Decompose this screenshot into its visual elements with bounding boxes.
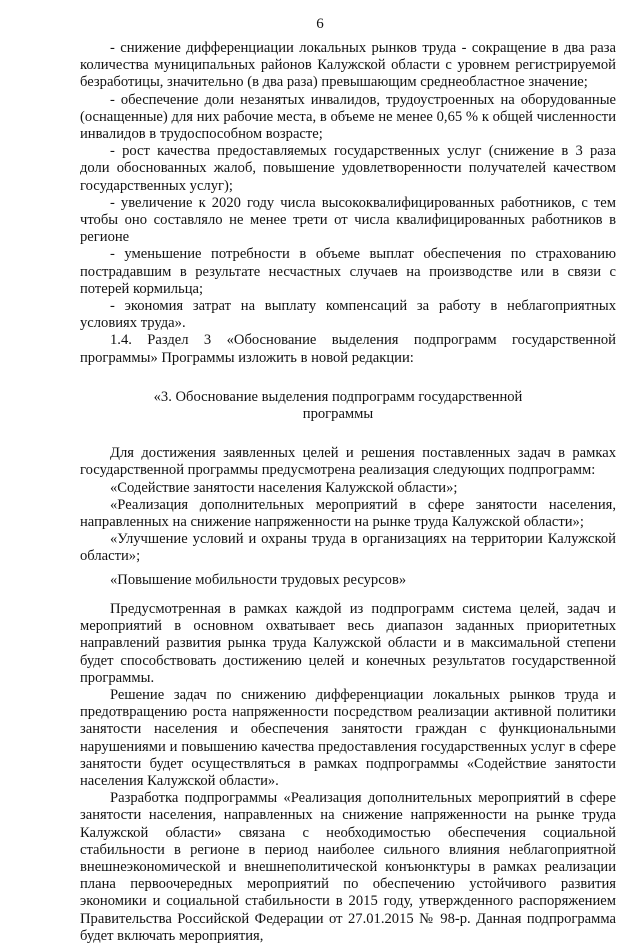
bullet-item: - обеспечение доли незанятых инвалидов, трудоустроенных на оборудованные (оснащенные) для них рабочие места, в объеме не менее 0,65 % к общей численности инвалидов в трудоспособном возрасте; [80,91,616,143]
section-heading-line: «3. Обоснование выделения подпрограмм государственной [153,388,523,405]
body-paragraph: Решение задач по снижению дифференциации локальных рынков труда и предотвращению роста напряженности посредством реализации активной политики занятости населения и обеспечения занятости граждан с функциональными нарушениями и повышению качества предоставления государственных услуг в сфере занятости будет осуществляться в рамках подпрограммы «Содействие занятости населения Калужской области». [80,686,616,789]
bullet-item: - уменьшение потребности в объеме выплат обеспечения по страхованию пострадавшим в результате несчастных случаев на производстве или в связи с потерей кормильца; [80,246,616,297]
body-paragraph: Разработка подпрограммы «Реализация дополнительных мероприятий в сфере занятости населения, направленных на снижение напряженности на рынке труда Калужской области» связана с необходимостью обеспечения социальной стабильности в регионе в период наиболее сильного влияния неблагоприятной внешнеэкономической и внешнеполитической конъюнктуры в рамках реализации плана первоочередных мероприятий по обеспечению устойчивого развития экономики и социальной стабильности в 2015 году, утвержденного распоряжением Правительства Российской Федерации от 27.01.2015 № 98-р. Данная подпрограмма будет включать мероприятия, [80,790,616,944]
subprogram-item: «Реализация дополнительных мероприятий в сфере занятости населения, направленных на снижение напряженности на рынке труда Калужской области»; [80,496,616,531]
intro-paragraph: Для достижения заявленных целей и решения поставленных задач в рамках государственной программы предусмотрена реализация следующих подпрограмм: [80,445,616,479]
bullet-item: - рост качества предоставляемых государственных услуг (снижение в 3 раза доли обоснованных жалоб, повышение удовлетворенности получателей качеством государственных услуг); [80,143,616,194]
document-body [80,40,616,945]
subprogram-item: «Улучшение условий и охраны труда в организациях на территории Калужской области»; [80,531,616,565]
page-number: 6 [316,16,324,32]
subprogram-item: «Повышение мобильности трудовых ресурсов» [110,571,407,588]
bullet-item: - снижение дифференциации локальных рынков труда - сокращение в два раза количества муниципальных районов Калужской области с уровнем регистрируемой безработицы, значительно (в два раза) превышающим среднеобластное значение; [80,40,616,91]
amendment-paragraph: 1.4. Раздел 3 «Обоснование выделения подпрограмм государственной программы» Программы изложить в новой редакции: [80,332,616,366]
bullet-item: - экономия затрат на выплату компенсаций за работу в неблагоприятных условиях труда». [80,298,616,332]
body-paragraph: Предусмотренная в рамках каждой из подпрограмм система целей, задач и мероприятий в основном охватывает весь диапазон заданных приоритетных направлений развития рынка труда Калужской области и в максимальной степени будет способствовать достижению целей и конечных результатов государственной программы. [80,600,616,686]
subprogram-item: «Содействие занятости населения Калужской области»; [110,479,458,496]
section-heading-line: программы [302,406,374,423]
section-heading [80,389,616,423]
bullet-item: - увеличение к 2020 году числа высококвалифицированных работников, с тем чтобы оно составляло не менее трети от числа квалифицированных работников в регионе [80,194,616,246]
